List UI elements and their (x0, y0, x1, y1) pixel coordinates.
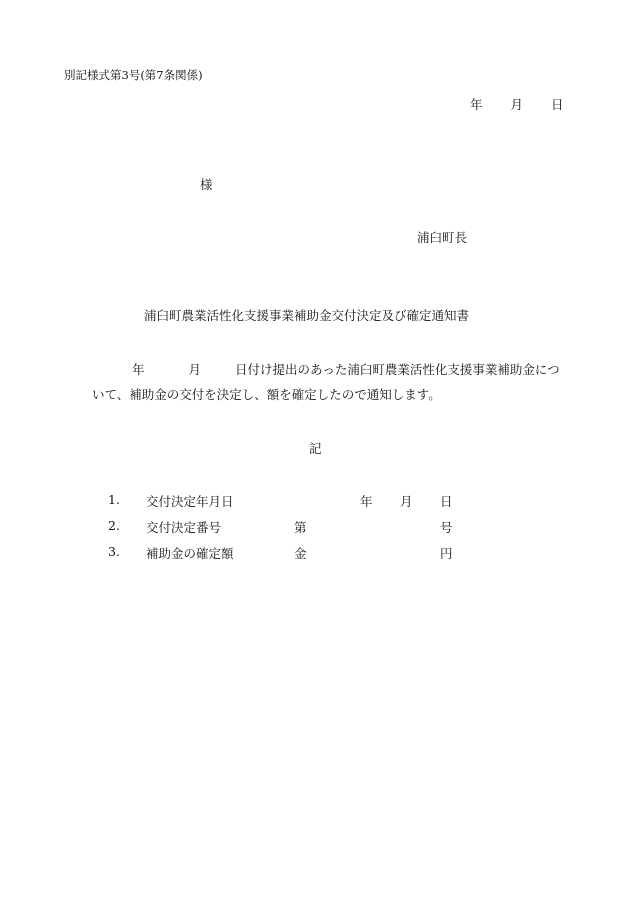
date-month: 月 (510, 97, 524, 112)
item-number: 1. (108, 492, 120, 507)
body-line-2: いて、補助金の交付を決定し、額を確定したので通知します。 (92, 387, 441, 402)
item-number: 3. (108, 544, 120, 559)
body-line-1-text: 日付け提出のあった浦臼町農業活性化支援事業補助金につ (235, 362, 560, 377)
body-month: 月 (188, 362, 202, 377)
item-month: 月 (400, 494, 413, 509)
item-suffix: 円 (440, 546, 453, 561)
recipient-suffix: 様 (200, 177, 213, 192)
form-label: 別記様式第3号(第7条関係) (64, 68, 203, 82)
item-number: 2. (108, 518, 120, 533)
item-year: 年 (360, 494, 373, 509)
document-title: 浦臼町農業活性化支援事業補助金交付決定及び確定通知書 (144, 308, 470, 323)
body-line-1 (132, 360, 560, 378)
item-label: 補助金の確定額 (146, 546, 234, 561)
item-label: 交付決定年月日 (146, 494, 234, 509)
ki-heading: 記 (309, 441, 322, 456)
item-prefix: 金 (294, 546, 307, 561)
item-day: 日 (440, 494, 453, 509)
body-year: 年 (132, 362, 145, 377)
date-day: 日 (551, 97, 564, 112)
sender-name: 浦臼町長 (417, 230, 468, 245)
date-line (470, 95, 564, 113)
date-year: 年 (470, 97, 483, 112)
item-label: 交付決定番号 (146, 520, 222, 535)
item-prefix: 第 (294, 520, 307, 535)
item-suffix: 号 (440, 520, 453, 535)
